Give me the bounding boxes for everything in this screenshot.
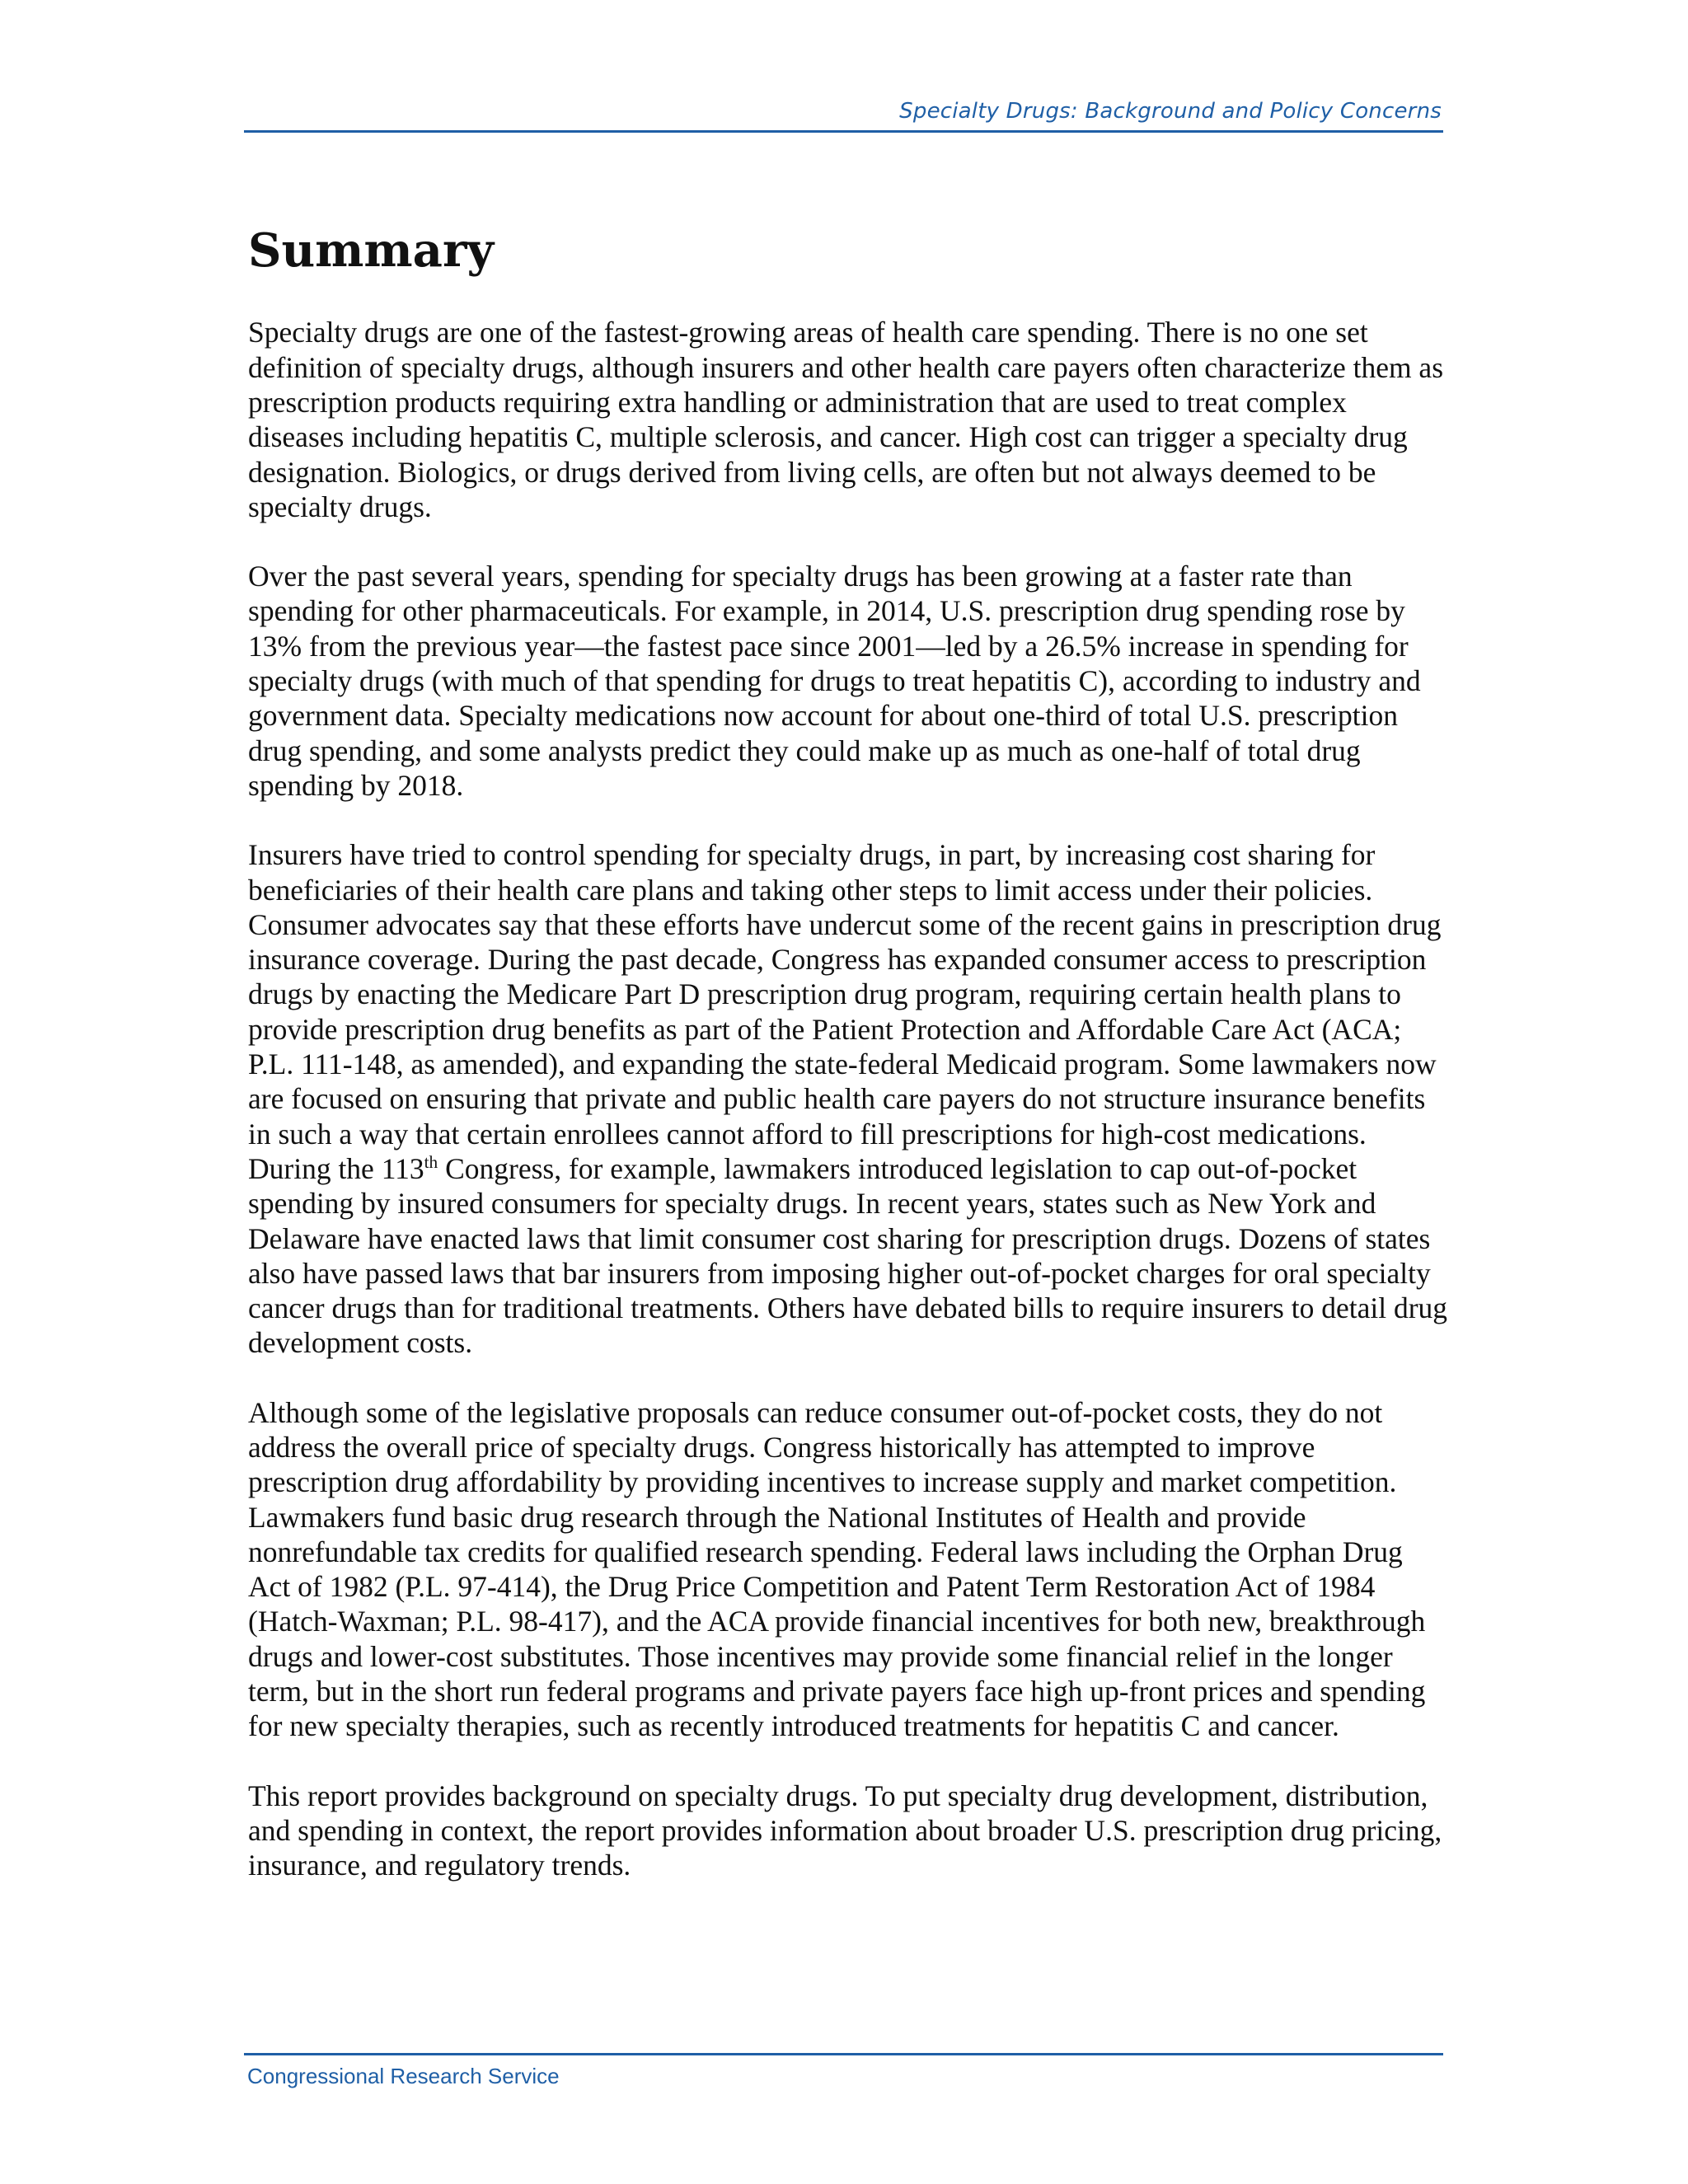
paragraph-4: Although some of the legislative proposals can reduce consumer out-of-pocket costs, they do not address the overall price of specialty drugs. Congress historically has attempted to improve prescription drug affordability by providing incentives to increase supply and market competition. Lawmakers fund basic drug research through the National Institutes of Health and provide nonrefundable tax credits for qualified research spending. Federal laws including the Orphan Drug Act of 1982 (P.L. 97-414), the Drug Price Competition and Patent Term Restoration Act of 1984 (Hatch-Waxman; P.L. 98-417), and the ACA provide financial incentives for both new, breakthrough drugs and lower-cost substitutes. Those incentives may provide some financial relief in the longer term, but in the short run federal programs and private payers face high up-front prices and spending for new specialty therapies, such as recently introduced treatments for hepatitis C and cancer.	[248, 1395, 1426, 1743]
paragraph-5: This report provides background on specialty drugs. To put specialty drug development, distribution, and spending in context, the report provides information about broader U.S. prescription drug pricing, insurance, and regulatory trends.	[248, 1779, 1442, 1882]
footer-organization: Congressional Research Service	[247, 2064, 560, 2088]
page-footer	[244, 2053, 1443, 2088]
paragraph-3-text-before: Insurers have tried to control spending for specialty drugs, in part, by increasing cost sharing for beneficiaries of their health care plans and taking other steps to limit access under their policies. Consumer advocates say that these efforts have undercut some of the recent gains in prescription drug insurance coverage. During the past decade, Congress has expanded consumer access to prescription drugs by enacting the Medicare Part D prescription drug program, requiring certain health plans to provide prescription drug benefits as part of the Patient Protection and Affordable Care Act (ACA; P.L. 111-148, as amended), and expanding the state-federal Medicaid program. Some lawmakers now are focused on ensuring that private and public health care payers do not structure insurance benefits in such a way that certain enrollees cannot afford to fill prescriptions for high-cost medications. During the 113	[248, 838, 1442, 1185]
page-header	[244, 96, 1443, 133]
paragraph-2: Over the past several years, spending for specialty drugs has been growing at a faster rate than spending for other pharmaceuticals. For example, in 2014, U.S. prescription drug spending rose by 13% from the previous year—the fastest pace since 2001—led by a 26.5% increase in spending for specialty drugs (with much of that spending for drugs to treat hepatitis C), according to industry and government data. Specialty medications now account for about one-third of total U.S. prescription drug spending, and some analysts predict they could make up as much as one-half of total drug spending by 2018.	[248, 560, 1421, 802]
paragraph-3	[248, 837, 1447, 1360]
ordinal-superscript: th	[424, 1152, 438, 1173]
section-heading: Summary	[248, 223, 494, 278]
running-header-title: Specialty Drugs: Background and Policy Concerns	[899, 99, 1442, 124]
document-body	[248, 224, 1447, 1918]
paragraph-1: Specialty drugs are one of the fastest-growing areas of health care spending. There is no one set definition of specialty drugs, although insurers and other health care payers often characterize them as prescription products requiring extra handling or administration that are used to treat complex diseases including hepatitis C, multiple sclerosis, and cancer. High cost can trigger a specialty drug designation. Biologics, or drugs derived from living cells, are often but not always deemed to be specialty drugs.	[248, 316, 1444, 523]
paragraph-3-text-after: Congress, for example, lawmakers introduced legislation to cap out-of-pocket spending by insured consumers for specialty drugs. In recent years, states such as New York and Delaware have enacted laws that limit consumer cost sharing for prescription drugs. Dozens of states also have passed laws that bar insurers from imposing higher out-of-pocket charges for oral specialty cancer drugs than for traditional treatments. Others have debated bills to require insurers to detail drug development costs.	[248, 1151, 1448, 1360]
